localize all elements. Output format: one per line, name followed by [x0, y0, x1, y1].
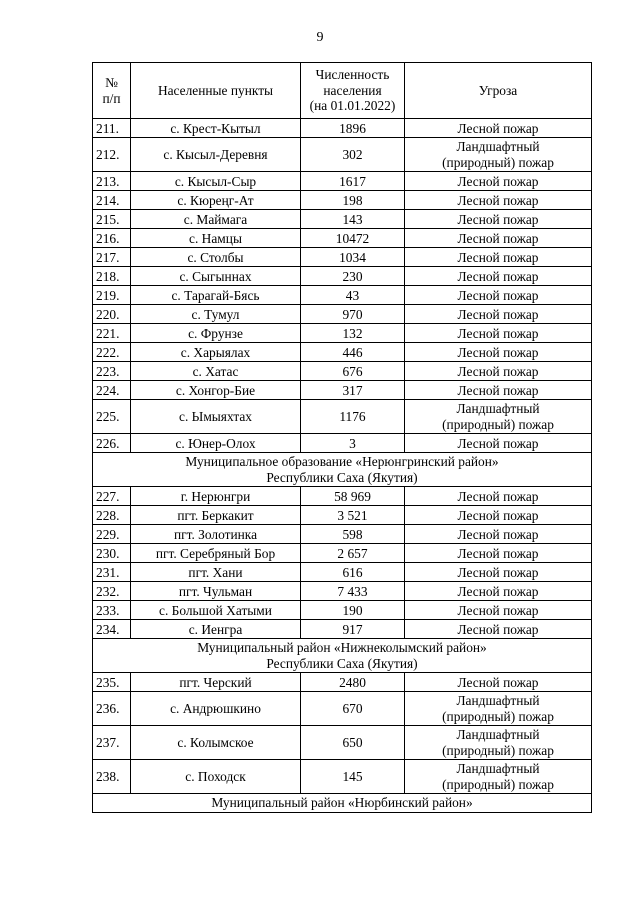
row-number: 237. — [93, 726, 131, 760]
settlement-name: с. Юнер-Олох — [131, 434, 301, 453]
table-row — [93, 172, 592, 191]
threat-type: Лесной пожар — [405, 506, 592, 525]
row-number: 225. — [93, 400, 131, 434]
threat-type: Лесной пожар — [405, 601, 592, 620]
table-row — [93, 191, 592, 210]
threat-type: Лесной пожар — [405, 267, 592, 286]
settlement-name: с. Походск — [131, 760, 301, 794]
population-value: 2 657 — [301, 544, 405, 563]
threat-type: Ландшафтный (природный) пожар — [405, 400, 592, 434]
threat-type: Лесной пожар — [405, 362, 592, 381]
settlement-name: с. Колымское — [131, 726, 301, 760]
settlement-name: пгт. Черский — [131, 673, 301, 692]
settlement-name: пгт. Хани — [131, 563, 301, 582]
threat-type: Лесной пожар — [405, 673, 592, 692]
section-header-row — [93, 794, 592, 813]
population-value: 970 — [301, 305, 405, 324]
population-value: 2480 — [301, 673, 405, 692]
table-row — [93, 487, 592, 506]
table-row — [93, 119, 592, 138]
row-number: 222. — [93, 343, 131, 362]
row-number: 217. — [93, 248, 131, 267]
settlement-name: пгт. Чульман — [131, 582, 301, 601]
table-row — [93, 434, 592, 453]
row-number: 212. — [93, 138, 131, 172]
threat-type: Лесной пожар — [405, 286, 592, 305]
row-number: 214. — [93, 191, 131, 210]
table-row — [93, 305, 592, 324]
table-row — [93, 267, 592, 286]
table-row — [93, 563, 592, 582]
population-value: 616 — [301, 563, 405, 582]
row-number: 211. — [93, 119, 131, 138]
row-number: 213. — [93, 172, 131, 191]
population-value: 446 — [301, 343, 405, 362]
population-value: 3 521 — [301, 506, 405, 525]
threat-type: Лесной пожар — [405, 324, 592, 343]
table-row — [93, 381, 592, 400]
row-number: 221. — [93, 324, 131, 343]
population-value: 1034 — [301, 248, 405, 267]
threat-type: Лесной пожар — [405, 172, 592, 191]
settlement-name: с. Ымыяхтах — [131, 400, 301, 434]
row-number: 231. — [93, 563, 131, 582]
threat-type: Лесной пожар — [405, 191, 592, 210]
population-value: 43 — [301, 286, 405, 305]
threat-type: Лесной пожар — [405, 210, 592, 229]
table-row — [93, 620, 592, 639]
settlement-name: с. Тумул — [131, 305, 301, 324]
population-value: 58 969 — [301, 487, 405, 506]
table-row — [93, 138, 592, 172]
table-row — [93, 343, 592, 362]
table-row — [93, 210, 592, 229]
section-header-row — [93, 639, 592, 673]
row-number: 234. — [93, 620, 131, 639]
threat-type: Ландшафтный (природный) пожар — [405, 760, 592, 794]
header-population: Численность населения (на 01.01.2022) — [301, 63, 405, 119]
threat-type: Лесной пожар — [405, 248, 592, 267]
population-value: 132 — [301, 324, 405, 343]
settlement-name: с. Андрюшкино — [131, 692, 301, 726]
header-threat: Угроза — [405, 63, 592, 119]
settlement-name: с. Кюреңг-Ат — [131, 191, 301, 210]
population-value: 670 — [301, 692, 405, 726]
settlement-name: пгт. Серебряный Бор — [131, 544, 301, 563]
population-value: 317 — [301, 381, 405, 400]
section-title: Муниципальное образование «Нерюнгринский район» Республики Саха (Якутия) — [93, 453, 592, 487]
settlement-name: с. Большой Хатыми — [131, 601, 301, 620]
threat-type: Лесной пожар — [405, 119, 592, 138]
population-value: 917 — [301, 620, 405, 639]
table-row — [93, 692, 592, 726]
population-value: 1896 — [301, 119, 405, 138]
population-value: 145 — [301, 760, 405, 794]
settlement-name: с. Иенгра — [131, 620, 301, 639]
population-value: 3 — [301, 434, 405, 453]
row-number: 216. — [93, 229, 131, 248]
threat-type: Ландшафтный (природный) пожар — [405, 726, 592, 760]
row-number: 219. — [93, 286, 131, 305]
table-body — [93, 119, 592, 813]
settlement-name: с. Тарагай-Бясь — [131, 286, 301, 305]
settlement-name: с. Сыгыннах — [131, 267, 301, 286]
row-number: 227. — [93, 487, 131, 506]
row-number: 238. — [93, 760, 131, 794]
table-row — [93, 248, 592, 267]
row-number: 235. — [93, 673, 131, 692]
row-number: 226. — [93, 434, 131, 453]
section-header-row — [93, 453, 592, 487]
table-row — [93, 726, 592, 760]
settlement-name: с. Намцы — [131, 229, 301, 248]
population-value: 230 — [301, 267, 405, 286]
population-value: 143 — [301, 210, 405, 229]
table-row — [93, 673, 592, 692]
population-value: 7 433 — [301, 582, 405, 601]
row-number: 224. — [93, 381, 131, 400]
page-number: 9 — [316, 30, 324, 45]
row-number: 230. — [93, 544, 131, 563]
settlements-table — [92, 62, 592, 813]
population-value: 190 — [301, 601, 405, 620]
settlement-name: пгт. Золотинка — [131, 525, 301, 544]
settlement-name: пгт. Беркакит — [131, 506, 301, 525]
threat-type: Лесной пожар — [405, 229, 592, 248]
settlement-name: с. Кысыл-Сыр — [131, 172, 301, 191]
row-number: 233. — [93, 601, 131, 620]
settlement-name: с. Маймага — [131, 210, 301, 229]
table-row — [93, 324, 592, 343]
threat-type: Лесной пожар — [405, 563, 592, 582]
threat-type: Лесной пожар — [405, 487, 592, 506]
threat-type: Лесной пожар — [405, 620, 592, 639]
threat-type: Ландшафтный (природный) пожар — [405, 138, 592, 172]
table-header-row — [93, 63, 592, 119]
row-number: 232. — [93, 582, 131, 601]
table-row — [93, 229, 592, 248]
population-value: 1176 — [301, 400, 405, 434]
table-row — [93, 582, 592, 601]
population-value: 1617 — [301, 172, 405, 191]
settlement-name: с. Крест-Кытыл — [131, 119, 301, 138]
row-number: 223. — [93, 362, 131, 381]
table-row — [93, 601, 592, 620]
settlement-name: с. Хатас — [131, 362, 301, 381]
threat-type: Лесной пожар — [405, 343, 592, 362]
population-value: 598 — [301, 525, 405, 544]
settlement-name: г. Нерюнгри — [131, 487, 301, 506]
population-value: 676 — [301, 362, 405, 381]
table-row — [93, 760, 592, 794]
table-row — [93, 362, 592, 381]
threat-type: Лесной пожар — [405, 305, 592, 324]
population-value: 198 — [301, 191, 405, 210]
threat-type: Ландшафтный (природный) пожар — [405, 692, 592, 726]
settlement-name: с. Кысыл-Деревня — [131, 138, 301, 172]
row-number: 218. — [93, 267, 131, 286]
settlement-name: с. Столбы — [131, 248, 301, 267]
row-number: 229. — [93, 525, 131, 544]
settlement-name: с. Харыялах — [131, 343, 301, 362]
section-title: Муниципальный район «Нижнеколымский район» Республики Саха (Якутия) — [93, 639, 592, 673]
settlement-name: с. Фрунзе — [131, 324, 301, 343]
table-row — [93, 400, 592, 434]
population-value: 302 — [301, 138, 405, 172]
population-value: 10472 — [301, 229, 405, 248]
table-row — [93, 286, 592, 305]
section-title: Муниципальный район «Нюрбинский район» — [93, 794, 592, 813]
threat-type: Лесной пожар — [405, 381, 592, 400]
row-number: 215. — [93, 210, 131, 229]
table-row — [93, 506, 592, 525]
row-number: 236. — [93, 692, 131, 726]
row-number: 228. — [93, 506, 131, 525]
settlement-name: с. Хонгор-Бие — [131, 381, 301, 400]
population-value: 650 — [301, 726, 405, 760]
row-number: 220. — [93, 305, 131, 324]
header-settlements: Населенные пункты — [131, 63, 301, 119]
header-number: № п/п — [93, 63, 131, 119]
table-row — [93, 525, 592, 544]
threat-type: Лесной пожар — [405, 434, 592, 453]
table-row — [93, 544, 592, 563]
threat-type: Лесной пожар — [405, 582, 592, 601]
threat-type: Лесной пожар — [405, 544, 592, 563]
threat-type: Лесной пожар — [405, 525, 592, 544]
